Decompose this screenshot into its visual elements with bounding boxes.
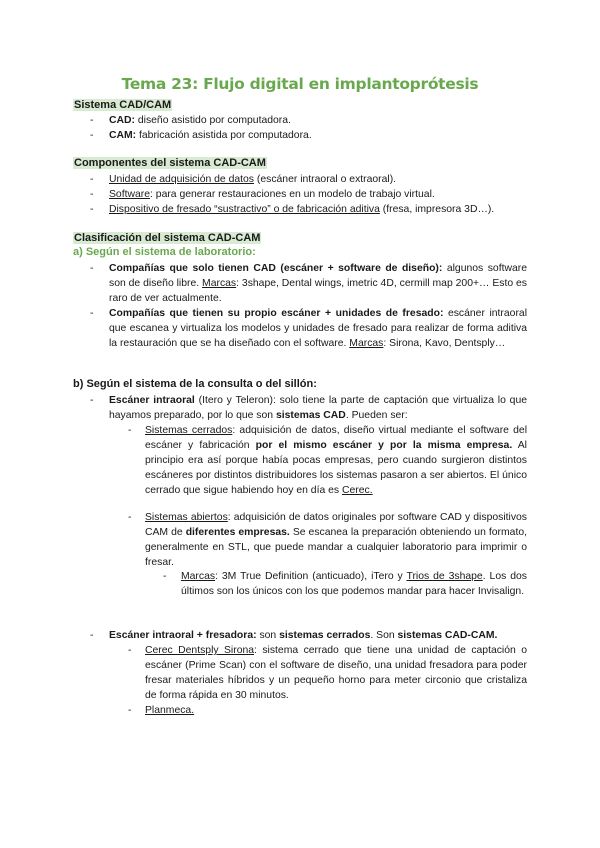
page-title: Tema 23: Flujo digital en implantoprótesis	[121, 75, 479, 93]
list-item: Unidad de adquisición de datos (escáner intraoral o extraoral).	[109, 174, 397, 185]
list-item: Software: para generar restauraciones en un modelo de trabajo virtual.	[109, 189, 435, 200]
list-item: Marcas: 3M True Definition (anticuado), iTero y Trios de 3shape. Los dos últimos son los únicos con los que podemos mandar para hacer Invisalign.	[181, 571, 527, 597]
list-item: Escáner intraoral (Itero y Teleron): solo tiene la parte de captación que virtualiza lo que hayamos preparado, por lo que son sistemas CAD. Pueden ser:	[109, 395, 527, 421]
list-item: Sistemas abiertos: adquisición de datos originales por software CAD y dispositivos CAM de diferentes empresas. Se escanea la preparación obteniendo un formato, generalmente en STL, que puede mandar a cualquier laboratorio para imprimir o fresar.	[145, 512, 527, 568]
subheading-consultation: b) Según el sistema de la consulta o del sillón:	[73, 378, 317, 390]
section-heading-cadcam: Sistema CAD/CAM	[74, 99, 172, 111]
list-item: Compañías que tienen su propio escáner + unidades de fresado: escáner intraoral que escanea y virtualiza los modelos y unidades de fresado para realizar de forma aditiva la restauración que se ha diseñado con el software. Marcas: Sirona, Kavo, Dentsply…	[109, 308, 527, 349]
list-item: CAD: diseño asistido por computadora.	[109, 115, 291, 126]
section-heading-components: Componentes del sistema CAD-CAM	[74, 157, 266, 169]
document-page: Tema 23: Flujo digital en implantoprótesis Sistema CAD/CAM - CAD: diseño asistido por computadora. - CAM: fabricación asistida por computadora. Componentes del sistema CAD-CAM - Unidad de adquisición de datos (escáner intraoral o extraoral). - Software: para generar restauraciones en un modelo de trabajo virtual. - Dispositivo de fresado “sustractivo” o de fabricación aditiva (fresa, impresora 3D…). Clasificación del sistema CAD-CAM a) Según el sistema de laboratorio: - Compañías que solo tienen CAD (escáner + software de diseño): algunos software son de diseño libre. Marcas: 3shape, Dental wings, imetric 4D, cermill map 200+… Esto es raro de ver actualmente. - Compañías que tienen su propio escáner + unidades de fresado: escáner intraoral que escanea y virtualiza los modelos y unidades de fresado para realizar de forma aditiva la restauración que se ha diseñado con el software. Marcas: Sirona, Kavo, Dentsply… b) Según el sistema de la consulta o del sillón: - Escáner intraoral (Itero y Teleron): solo tiene la parte de captación que virtualiza lo que hayamos preparado, por lo que son sistemas CAD. Pueden ser: - Sistemas cerrados: adquisición de datos, diseño virtual mediante el software del escáner y fabricación por el mismo escáner y por la misma empresa. Al principio era así porque había pocas empresas, pero cuando surgieron distintos escáneres por distintos distribuidores los sistemas pasaron a ser abiertos. El único cerrado que sigue habiendo hoy en día es Cerec. - Sistemas abiertos: adquisición de datos originales por software CAD y dispositivos CAM de diferentes empresas. Se escanea la preparación obteniendo un formato, generalmente en STL, que puede mandar a cualquier laboratorio para imprimir o fresar. - Marcas: 3M True Definition (anticuado), iTero y Trios de 3shape. Los dos últimos son los únicos con los que podemos mandar para hacer Invisalign. - Escáner intraoral + fresadora: son sistemas cerrados. Son sistemas CAD-CAM. - Cerec Dentsply Sirona: sistema cerrado que tiene una unidad de captación o escáner (Prime Scan) con el software de diseño, una unidad fresadora para poder fresar materiales híbridos y un pequeño horno para meter circonio que cristaliza de forma rápida en 30 minutos. - Planmeca.	[0, 0, 600, 848]
list-item: Cerec Dentsply Sirona: sistema cerrado que tiene una unidad de captación o escáner (Prime Scan) con el software de diseño, una unidad fresadora para poder fresar materiales híbridos y un pequeño horno para meter circonio que cristaliza de forma rápida en 30 minutos.	[145, 645, 527, 701]
list-item: Sistemas cerrados: adquisición de datos, diseño virtual mediante el software del escáner y fabricación por el mismo escáner y por la misma empresa. Al principio era así porque había pocas empresas, pero cuando surgieron distintos escáneres por distintos distribuidores los sistemas pasaron a ser abiertos. El único cerrado que sigue habiendo hoy en día es Cerec.	[145, 425, 527, 496]
list-item: Compañías que solo tienen CAD (escáner + software de diseño): algunos software son de diseño libre. Marcas: 3shape, Dental wings, imetric 4D, cermill map 200+… Esto es raro de ver actualmente.	[109, 263, 527, 304]
list-item: Escáner intraoral + fresadora: son sistemas cerrados. Son sistemas CAD-CAM.	[109, 630, 498, 641]
subheading-laboratory: a) Según el sistema de laboratorio:	[73, 246, 256, 258]
list-item: CAM: fabricación asistida por computadora.	[109, 130, 312, 141]
list-item: Planmeca.	[145, 705, 195, 716]
list-item: Dispositivo de fresado “sustractivo” o de fabricación aditiva (fresa, impresora 3D…).	[109, 204, 495, 215]
section-heading-classification: Clasificación del sistema CAD-CAM	[74, 232, 261, 244]
